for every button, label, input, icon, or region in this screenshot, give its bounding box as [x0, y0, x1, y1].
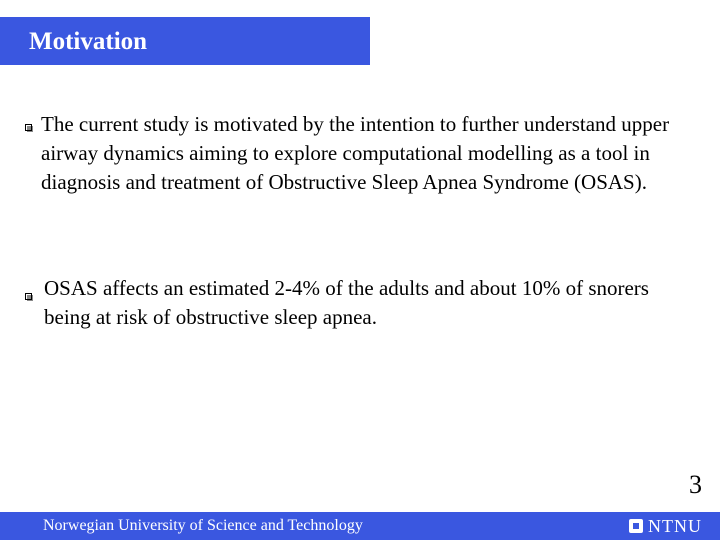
bullet-icon: [25, 293, 32, 300]
slide-title: Motivation: [29, 28, 148, 55]
page-number: 3: [689, 470, 702, 499]
bullet-text-2: OSAS affects an estimated 2-4% of the adults and about 10% of snorers being at risk of obstructive sleep apnea.: [44, 276, 649, 329]
ntnu-logo-icon: [629, 519, 643, 533]
footer-institution: Norwegian University of Science and Technology: [43, 517, 363, 534]
bullet-text-1: The current study is motivated by the intention to further understand upper airway dynamics aiming to explore computational modelling as a tool in diagnosis and treatment of Obstructive Sleep Apnea Syndrome (OSAS).: [41, 112, 670, 194]
bullet-icon: [25, 124, 32, 131]
footer-bar: [0, 512, 720, 540]
ntnu-logo: [629, 515, 702, 537]
ntnu-logo-text: NTNU: [648, 516, 702, 536]
